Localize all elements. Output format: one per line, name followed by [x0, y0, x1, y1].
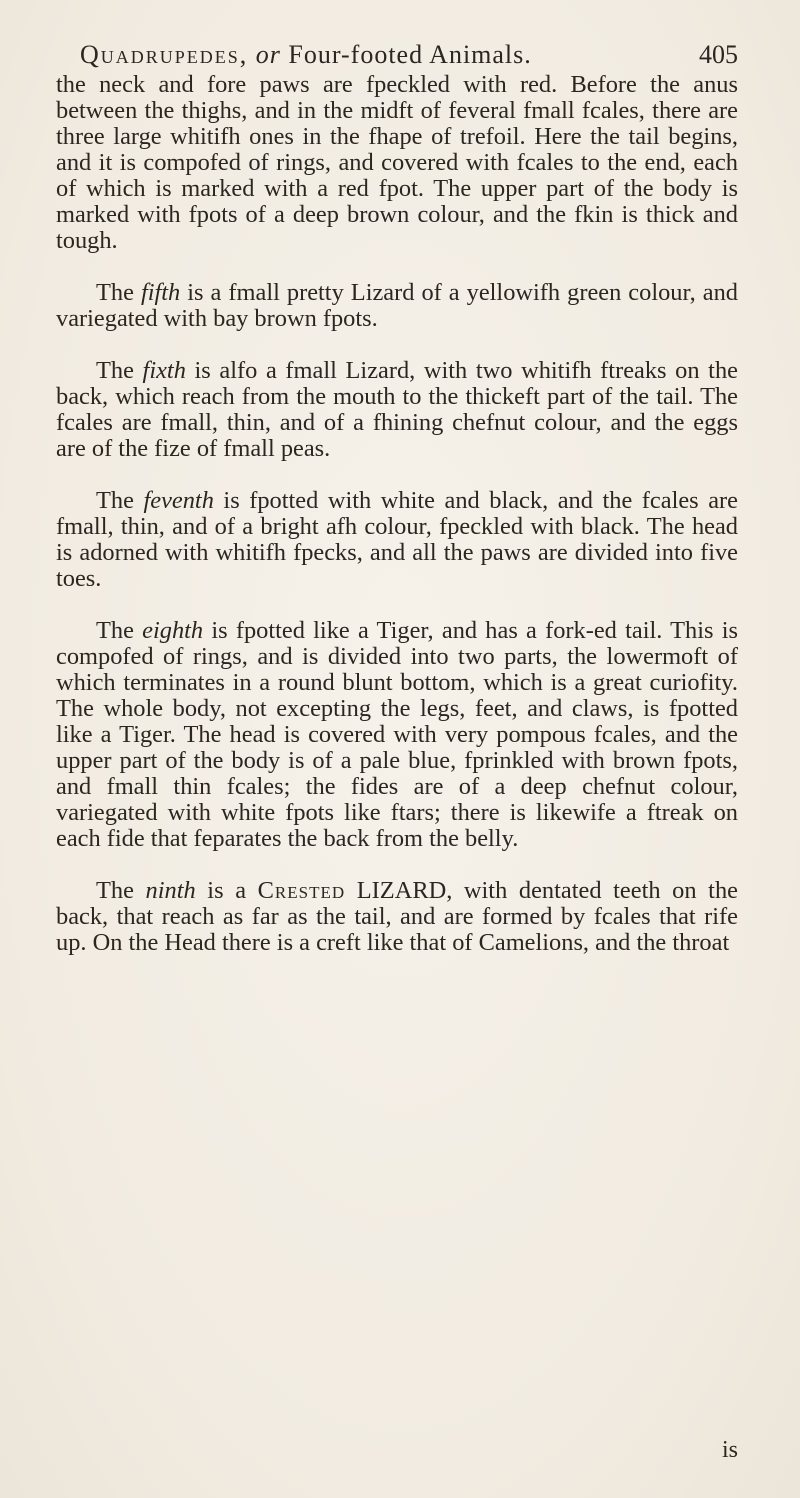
running-head-or: or: [255, 40, 281, 69]
running-head-rest: Four-footed Animals.: [288, 40, 532, 69]
paragraph-sixth: [56, 358, 738, 462]
paragraph-mid: is a: [195, 877, 258, 904]
paragraph-text: LIZARD, with dentated teeth on the back, that reach as far as the tail, and are formed by fcales that rife up. On the Head there is a creft like that of Camelions, and the throat: [56, 877, 738, 956]
paragraph-ninth: [56, 878, 738, 956]
running-head-caps: Quadrupedes,: [80, 40, 249, 69]
paragraph-seventh: [56, 488, 738, 592]
catchword: is: [721, 1437, 738, 1463]
crested-caps: Crested: [257, 877, 346, 904]
paragraph-fifth: [56, 280, 738, 332]
ordinal-seventh: feventh: [143, 487, 214, 514]
ordinal-fifth: fifth: [140, 279, 181, 306]
paragraph-text: is fpotted like a Tiger, and has a fork-ed tail. This is compofed of rings, and is divided into two parts, the lowermoft of which terminates in a round blunt bottom, which is a great curiofity. The whole body, not excepting the legs, feet, and claws, is fpotted like a Tiger. The head is covered with very pompous fcales, and the upper part of the body is of a pale blue, fprinkled with brown fpots, and fmall thin fcales; the fides are of a deep chefnut colour, variegated with white fpots like ftars; there is likewife a ftreak on each fide that feparates the back from the belly.: [56, 617, 738, 852]
paragraph-text: is a fmall pretty Lizard of a yellowifh green colour, and variegated with bay brown fpots.: [56, 279, 738, 332]
paragraph-lead: The: [96, 279, 141, 306]
paragraph-lead: The: [96, 487, 144, 514]
paragraph-lead: The: [96, 877, 146, 904]
ordinal-ninth: ninth: [145, 877, 196, 904]
paragraph-text: is alfo a fmall Lizard, with two whitifh ftreaks on the back, which reach from the mouth to the thickeft part of the tail. The fcales are fmall, thin, and of a fhining chefnut colour, and the eggs are of the fize of fmall peas.: [56, 357, 738, 462]
ordinal-sixth: fixth: [142, 357, 186, 384]
paragraph-lead: The: [96, 617, 143, 644]
page-number: 405: [699, 40, 738, 69]
paragraph-continuation: [56, 72, 738, 254]
paragraph-text: the neck and fore paws are fpeckled with red. Before the anus between the thighs, and in the midft of feveral fmall fcales, there are three large whitifh ones in the fhape of trefoil. Here the tail begins, and it is compofed of rings, and covered with fcales to the end, each of which is marked with a red fpot. The upper part of the body is marked with fpots of a deep brown colour, and the fkin is thick and tough.: [56, 71, 738, 254]
running-head: [80, 40, 532, 70]
body-text: [56, 72, 738, 982]
paragraph-lead: The: [96, 357, 143, 384]
ordinal-eighth: eighth: [142, 617, 204, 644]
paragraph-text: is fpotted with white and black, and the fcales are fmall, thin, and of a bright afh colour, fpeckled with black. The head is adorned with whitifh fpecks, and all the paws are divided into five toes.: [56, 487, 738, 592]
paragraph-eighth: [56, 618, 738, 852]
